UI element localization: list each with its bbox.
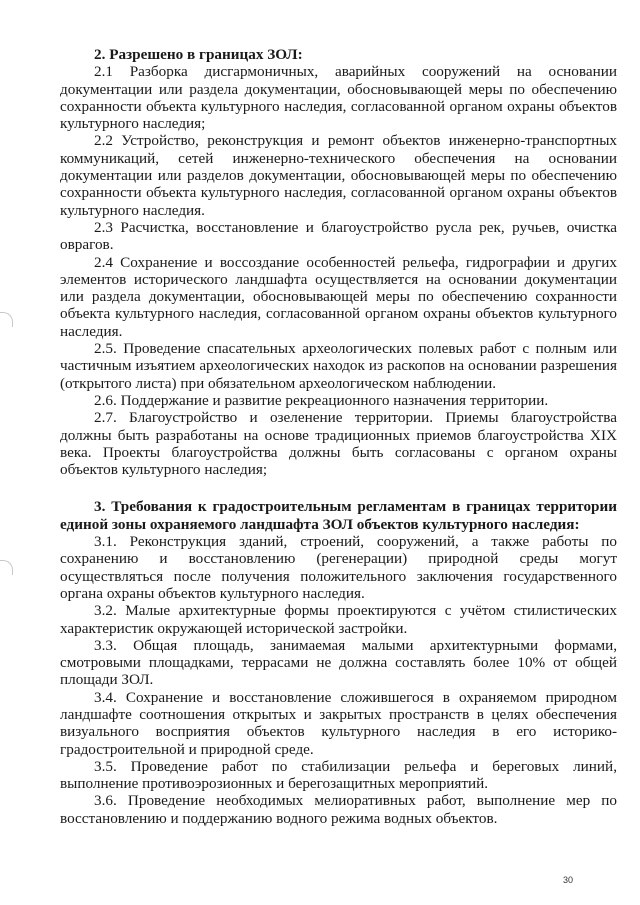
section-3: [60, 498, 617, 827]
section-2-heading: 2. Разрешено в границах ЗОЛ:: [94, 46, 303, 63]
section-2: [60, 46, 617, 478]
page-number: 30: [563, 875, 574, 885]
clause-2-5: 2.5. Проведение спасательных археологических полевых работ с полным или частичным изъятием археологических находок из раскопов на основании разрешения (открытого листа) при обязательном археологическом наблюдении.: [60, 340, 617, 392]
clause-3-5: 3.5. Проведение работ по стабилизации рельефа и береговых линий, выполнение противоэрозионных и берегозащитных мероприятий.: [60, 757, 617, 793]
clause-3-2: 3.2. Малые архитектурные формы проектируются с учётом стилистических характеристик окружающей исторической застройки.: [60, 602, 617, 637]
clause-2-3: 2.3 Расчистка, восстановление и благоустройство русла рек, ручьев, очистка оврагов.: [60, 218, 617, 254]
scan-margin-mark: [0, 560, 13, 575]
clause-2-4: 2.4 Сохранение и воссоздание особенностей рельефа, гидрографии и других элементов исторического ландшафта осуществляется на основании документации или раздела документации, обосновывающей меры по обеспечению сохранности объекта культурного наследия, согласованной органом охраны объектов культурного наследия.: [60, 253, 617, 340]
clause-3-3: 3.3. Общая площадь, занимаемая малыми архитектурными формами, смотровыми площадками, террасами не должна составлять более 10% от общей площади ЗОЛ.: [60, 636, 617, 689]
clause-2-6: 2.6. Поддержание и развитие рекреационного назначения территории.: [94, 391, 549, 409]
clause-3-6: 3.6. Проведение необходимых мелиоративных работ, выполнение мер по восстановлению и поддержанию водного режима водных объектов.: [60, 792, 617, 827]
section-3-heading: 3. Требования к градостроительным регламентам в границах территории единой зоны охраняемого ландшафта ЗОЛ объектов культурного наследия:: [60, 498, 617, 533]
clause-2-2: 2.2 Устройство, реконструкция и ремонт объектов инженерно-транспортных коммуникаций, сетей инженерно-технического обеспечения на основании документации или разделов документации, обосновывающей меры по обеспечению сохранности объекта культурного наследия, согласованной органом охраны объектов культурного наследия.: [60, 132, 617, 219]
clause-3-4: 3.4. Сохранение и восстановление сложившегося в охраняемом природном ландшафте соотношения открытых и закрытых пространств в целях обеспечения визуального восприятия объектов культурного наследия в его историко-градостроительной и природной среде.: [60, 688, 617, 758]
document-body: [60, 46, 617, 827]
clause-2-1: 2.1 Разборка дисгармоничных, аварийных сооружений на основании документации или раздела документации, обосновывающей меры по обеспечению сохранности объекта культурного наследия, согласованной органом охраны объектов культурного наследия;: [60, 63, 617, 133]
clause-3-1: 3.1. Реконструкция зданий, строений, сооружений, а также работы по сохранению и восстановлению (регенерации) природной среды могут осуществляться после получения положительного заключения государственного органа охраны объектов культурного наследия.: [60, 533, 617, 602]
scan-margin-mark: [0, 312, 13, 327]
clause-2-7: 2.7. Благоустройство и озеленение территории. Приемы благоустройства должны быть разработаны на основе традиционных приемов благоустройства XIX века. Проекты благоустройства должны быть согласованы с органом охраны объектов культурного наследия;: [60, 409, 617, 479]
